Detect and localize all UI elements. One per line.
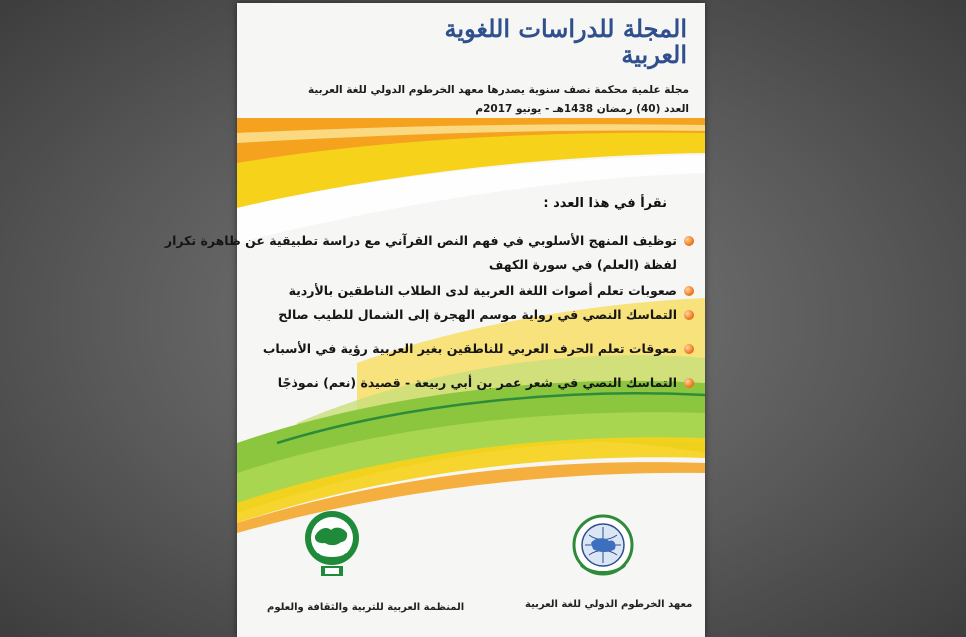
contents-heading: نقرأ في هذا العدد : [543,196,667,211]
journal-masthead [444,14,687,69]
article-title: صعوبات تعلم أصوات اللغة العربية لدى الطلاب الناطقين بالأردية [288,283,677,298]
article-item [289,279,677,303]
issue-info: العدد (40) رمضان 1438هـ - يونيو 2017م [475,103,689,115]
journal-cover [164,3,705,637]
article-item [165,229,677,277]
article-title: التماسك النصي في رواية موسم الهجرة إلى الشمال للطيب صالح [278,307,677,322]
alecso-name: المنظمة العربية للتربية والثقافة والعلوم [267,602,465,613]
bullet-icon [684,344,694,354]
alecso-emblem-icon [301,508,363,580]
article-title: التماسك النصي في شعر عمر بن أبي ربيعة - قصيدة (نعم) نموذجًا [277,375,677,390]
bullet-icon [684,310,694,320]
bullet-icon [684,236,694,246]
bullet-icon [684,286,694,296]
khartoum-institute-name: معهد الخرطوم الدولي للغة العربية [525,599,693,610]
khartoum-institute-emblem-icon [571,513,635,583]
journal-tagline: مجلة علمية محكمة نصف سنوية يصدرها معهد الخرطوم الدولي للغة العربية [308,84,689,96]
article-item [278,303,677,327]
article-title-continued: لفظة (العلم) في سورة الكهف [488,257,677,272]
article-title: توظيف المنهج الأسلوبي في فهم النص القرآني مع دراسة تطبيقية عن ظاهرة تكرار [164,233,677,248]
masthead-title-line2: العربية [621,40,687,69]
article-item [278,371,677,395]
bullet-icon [684,378,694,388]
masthead-title-line1: المجلة للدراسات اللغوية [444,14,687,43]
article-item [263,337,677,361]
article-title: معوقات تعلم الحرف العربي للناطقين بغير العربية رؤية في الأسباب [262,341,677,356]
